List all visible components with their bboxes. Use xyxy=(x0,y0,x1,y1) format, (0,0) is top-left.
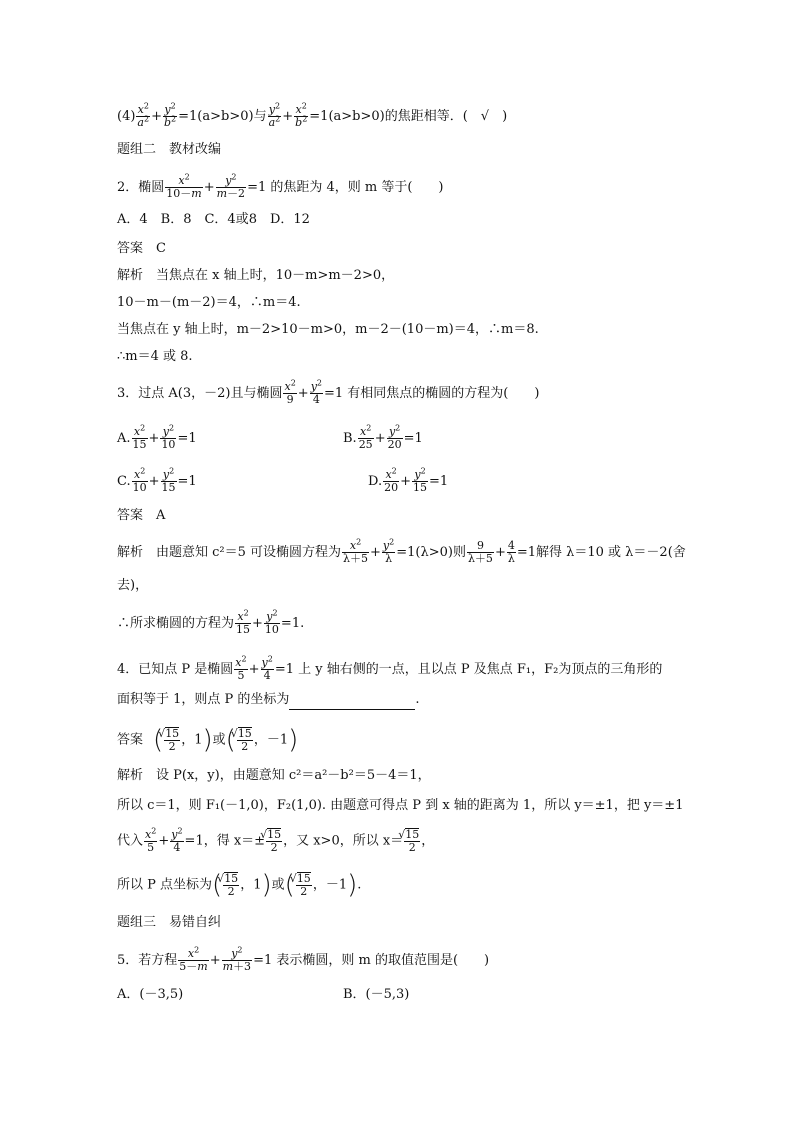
q5-option-a: A．(－3,5) xyxy=(117,987,184,1002)
q2-explanation-1: 解析 当焦点在 x 轴上时，10－m>m－2>0， xyxy=(117,268,395,283)
q4-statement: (4) $\frac{x^2}{a^2}$ + $\frac{y^2}{b^2}$ =1(a>b>0)与 $\frac{y^2}{a^2}$ + $\frac{x^2}{b^2}$ =1(a>b>0)的焦距相等．( √ ) xyxy=(117,101,508,129)
fraction: $\frac{x^2}{9}$ xyxy=(284,378,296,406)
fraction: $\frac{9}{\lambda+5}$ xyxy=(467,539,493,565)
fraction: $\frac{x^2}{10}$ xyxy=(132,466,147,494)
fraction: $\frac{x^2}{5}$ xyxy=(145,825,157,854)
q3-option-b: B. $\frac{x^2}{25}$ + $\frac{y^2}{20}$ =1 xyxy=(343,423,423,451)
q4b-explanation-1: 解析 设 P(x，y)，由题意知 c²＝a²－b²＝5－4＝1， xyxy=(117,768,431,783)
fraction: $\frac{x^2}{25}$ xyxy=(358,423,373,451)
q2-explanation-2: 10－m－(m－2)＝4，∴m＝4. xyxy=(117,295,301,310)
fraction: √ $\frac{15}{2}$ xyxy=(266,828,282,854)
q4b-statement-2: 面积等于 1，则点 P 的坐标为 . xyxy=(117,690,420,710)
q3-option-c: C. $\frac{x^2}{10}$ + $\frac{y^2}{15}$ =1 xyxy=(117,466,197,494)
fraction: $\frac{y^2}{b^2}$ xyxy=(163,101,177,129)
q5-statement: 5．若方程 $\frac{x^2}{5-m}$ + $\frac{y^2}{m+3}$ =1 表示椭圆，则 m 的取值范围是( ) xyxy=(117,945,490,973)
fraction: √ $\frac{15}{2}$ xyxy=(164,727,180,753)
q3-answer: 答案 A xyxy=(117,508,166,523)
fraction: $\frac{x^2}{a^2}$ xyxy=(137,101,150,129)
fraction: √ $\frac{15}{2}$ xyxy=(223,872,239,898)
q4b-answer: 答案 ( √ $\frac{15}{2}$ ，1)或( √ $\frac{15}{2}$ ，－1) xyxy=(117,727,298,753)
q4b-statement: 4．已知点 P 是椭圆 $\frac{x^2}{5}$ + $\frac{y^2}{4}$ =1 上 y 轴右侧的一点，且以点 P 及焦点 F₁，F₂为顶点的三角形的 xyxy=(117,654,663,682)
fraction: $\frac{x^2}{15}$ xyxy=(132,423,147,451)
q4b-explanation-2: 所以 c＝1，则 F₁(－1,0)，F₂(1,0). 由题意可得点 P 到 x 轴的距离为 1，所以 y＝±1，把 y＝±1 xyxy=(117,798,684,813)
q3-option-a: A. $\frac{x^2}{15}$ + $\frac{y^2}{10}$ =1 xyxy=(117,423,197,451)
q2-explanation-4: ∴m＝4 或 8. xyxy=(117,349,193,364)
fraction: $\frac{y^2}{15}$ xyxy=(161,466,176,494)
q4b-explanation-3: 代入 $\frac{x^2}{5}$ + $\frac{y^2}{4}$ =1，得 x＝± √ $\frac{15}{2}$ ，又 x>0，所以 x＝ √ $\frac{15}{2}$ ， xyxy=(117,828,434,854)
fraction: $\frac{x^2}{b^2}$ xyxy=(295,101,308,129)
fraction: $\frac{x^2}{\lambda+5}$ xyxy=(343,537,369,565)
fraction: √ $\frac{15}{2}$ xyxy=(237,727,253,753)
q3-explanation-2: 去)， xyxy=(117,578,149,593)
q2-options: A．4 B．8 C．4或8 D．12 xyxy=(117,212,310,227)
fraction: $\frac{y^2}{4}$ xyxy=(171,825,183,854)
fraction: $\frac{y^2}{\lambda}$ xyxy=(382,537,395,565)
q2-explanation-3: 当焦点在 y 轴上时，m－2>10－m>0，m－2－(10－m)＝4，∴m＝8. xyxy=(117,322,539,337)
fraction: $\frac{y^2}{a^2}$ xyxy=(268,101,281,129)
fraction: $\frac{y^2}{20}$ xyxy=(387,423,402,451)
fraction: √ $\frac{15}{2}$ xyxy=(296,872,312,898)
q3-option-d: D. $\frac{x^2}{20}$ + $\frac{y^2}{15}$ =1 xyxy=(368,466,449,494)
q2-answer: 答案 C xyxy=(117,241,166,256)
q3-statement: 3．过点 A(3，－2)且与椭圆 $\frac{x^2}{9}$ + $\frac{y^2}{4}$ =1 有相同焦点的椭圆的方程为( ) xyxy=(117,378,540,406)
fraction: $\frac{y^2}{10}$ xyxy=(161,423,176,451)
fraction: $\frac{y^2}{m+3}$ xyxy=(222,945,252,973)
fraction: $\frac{4}{\lambda}$ xyxy=(507,539,515,565)
q3-explanation-3: ∴所求椭圆的方程为 $\frac{x^2}{15}$ + $\frac{y^2}{10}$ =1. xyxy=(117,608,305,636)
q2-statement: 2．椭圆 $\frac{x^2}{10-m}$ + $\frac{y^2}{m-2}$ =1 的焦距为 4，则 m 等于( ) xyxy=(117,172,444,200)
q3-explanation-1: 解析 由题意知 c²＝5 可设椭圆方程为 $\frac{x^2}{\lambda+5}$ + $\frac{y^2}{\lambda}$ =1(λ>0)则 $\frac{9}{\lambda+5}$ + $\frac{4}{\lambda}$ =1解得 λ＝10 或 λ＝－2(舍 xyxy=(117,537,686,565)
fraction: $\frac{y^2}{4}$ xyxy=(261,654,273,682)
fraction: $\frac{y^2}{m-2}$ xyxy=(216,172,246,200)
fraction: $\frac{x^2}{20}$ xyxy=(384,466,399,494)
fraction: $\frac{y^2}{15}$ xyxy=(413,466,427,494)
fraction: $\frac{y^2}{4}$ xyxy=(310,378,323,406)
fraction: $\frac{y^2}{10}$ xyxy=(264,608,279,636)
fraction: $\frac{x^2}{10-m}$ xyxy=(166,172,202,200)
fraction: $\frac{x^2}{5}$ xyxy=(235,654,247,682)
answer-blank xyxy=(289,695,415,710)
q5-option-b: B．(－5,3) xyxy=(343,987,410,1002)
q4b-explanation-4: 所以 P 点坐标为( √ $\frac{15}{2}$ ，1)或( √ $\frac{15}{2}$ ，－1). xyxy=(117,872,361,898)
group3-heading: 题组三 易错自纠 xyxy=(117,915,222,930)
fraction: √ $\frac{15}{2}$ xyxy=(404,828,420,854)
fraction: $\frac{x^2}{15}$ xyxy=(236,608,251,636)
group2-heading: 题组二 教材改编 xyxy=(117,142,222,157)
fraction: $\frac{x^2}{5-m}$ xyxy=(179,945,208,973)
